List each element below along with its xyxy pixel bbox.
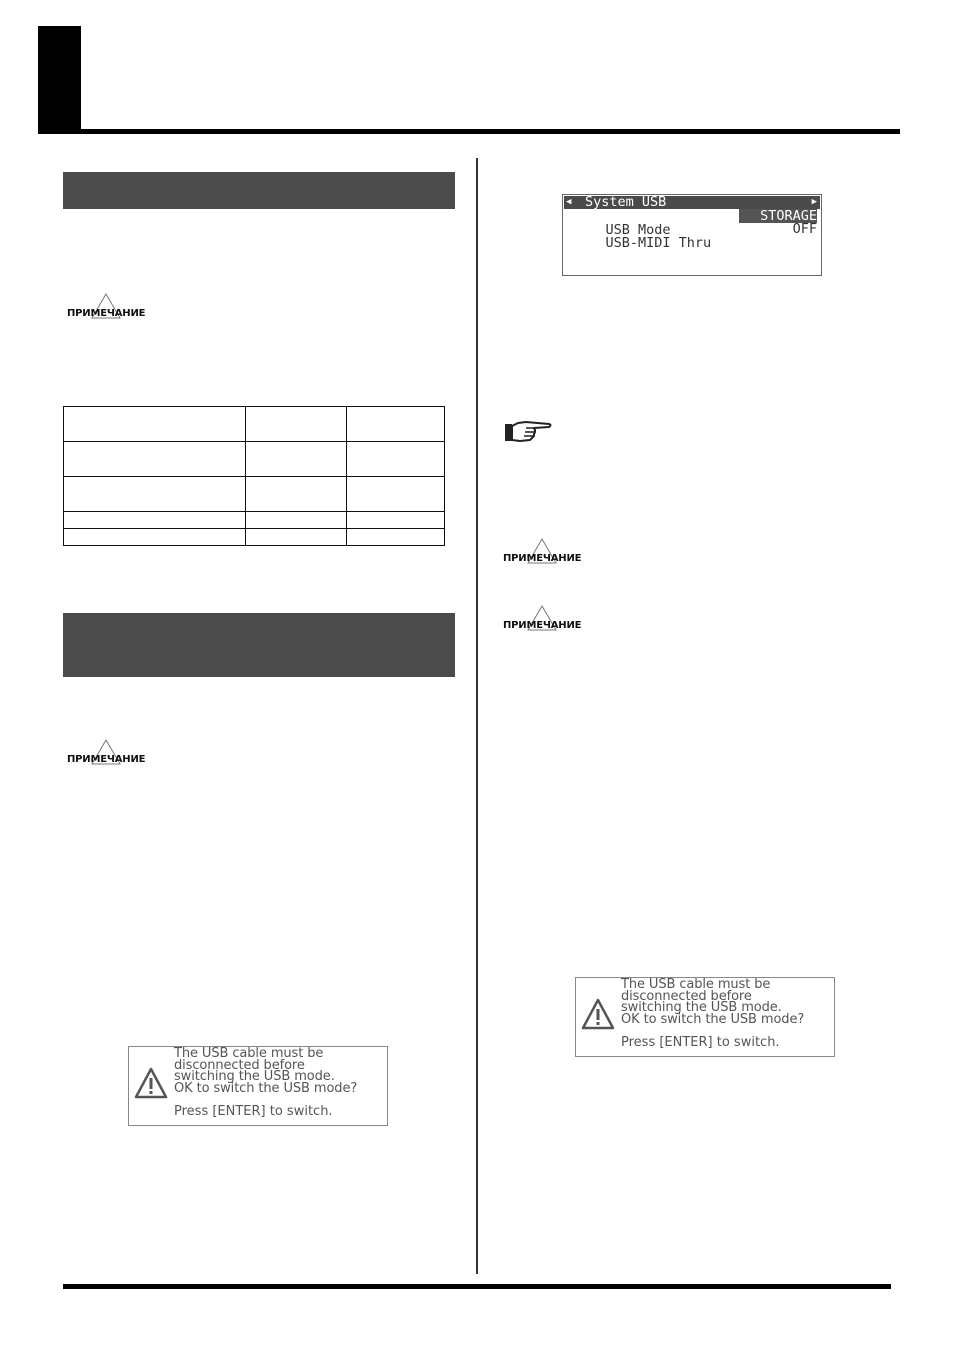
dialog-message: The USB cable must be disconnected before switching the USB mode. OK to switch the USB mode? xyxy=(621,977,805,1027)
data-table xyxy=(63,406,445,546)
dialog-instruction: Press [ENTER] to switch. xyxy=(174,1104,333,1119)
chapter-tab xyxy=(38,26,81,134)
note-label: ПРИМЕЧАНИЕ xyxy=(503,620,582,631)
usb-mode-label: USB Mode xyxy=(605,222,671,238)
note-callout xyxy=(63,739,153,769)
note-callout xyxy=(63,293,153,323)
table-row xyxy=(64,442,445,477)
right-arrow-icon: ▶ xyxy=(811,197,817,207)
footer-rule xyxy=(63,1284,891,1289)
column-divider xyxy=(476,158,478,1274)
warning-icon xyxy=(134,1067,168,1099)
note-label: ПРИМЕЧАНИЕ xyxy=(503,553,582,564)
dialog-message: The USB cable must be disconnected before switching the USB mode. OK to switch the USB mode? xyxy=(174,1046,358,1096)
warning-icon xyxy=(581,998,615,1030)
screen-title: System USB xyxy=(585,194,667,210)
table-row xyxy=(64,529,445,546)
note-callout xyxy=(499,538,589,568)
note-label: ПРИМЕЧАНИЕ xyxy=(67,308,146,319)
note-callout xyxy=(499,605,589,635)
system-usb-screen xyxy=(562,194,822,276)
usb-midi-thru-label: USB-MIDI Thru xyxy=(605,235,712,251)
section-heading-bar-2 xyxy=(63,613,455,677)
table-row xyxy=(64,407,445,442)
left-arrow-icon: ◀ xyxy=(566,197,572,207)
usb-mode-value: STORAGE xyxy=(739,209,817,223)
usb-midi-thru-row xyxy=(573,221,817,251)
dialog-instruction: Press [ENTER] to switch. xyxy=(621,1035,780,1050)
table-row xyxy=(64,512,445,529)
section-heading-bar-1 xyxy=(63,172,455,209)
header-rule xyxy=(38,129,900,134)
table-row xyxy=(64,477,445,512)
usb-midi-thru-value: OFF xyxy=(792,221,817,237)
usb-mode-dialog xyxy=(575,977,835,1057)
usb-mode-dialog xyxy=(128,1046,388,1126)
note-label: ПРИМЕЧАНИЕ xyxy=(67,754,146,765)
pointing-hand-icon xyxy=(504,419,552,445)
